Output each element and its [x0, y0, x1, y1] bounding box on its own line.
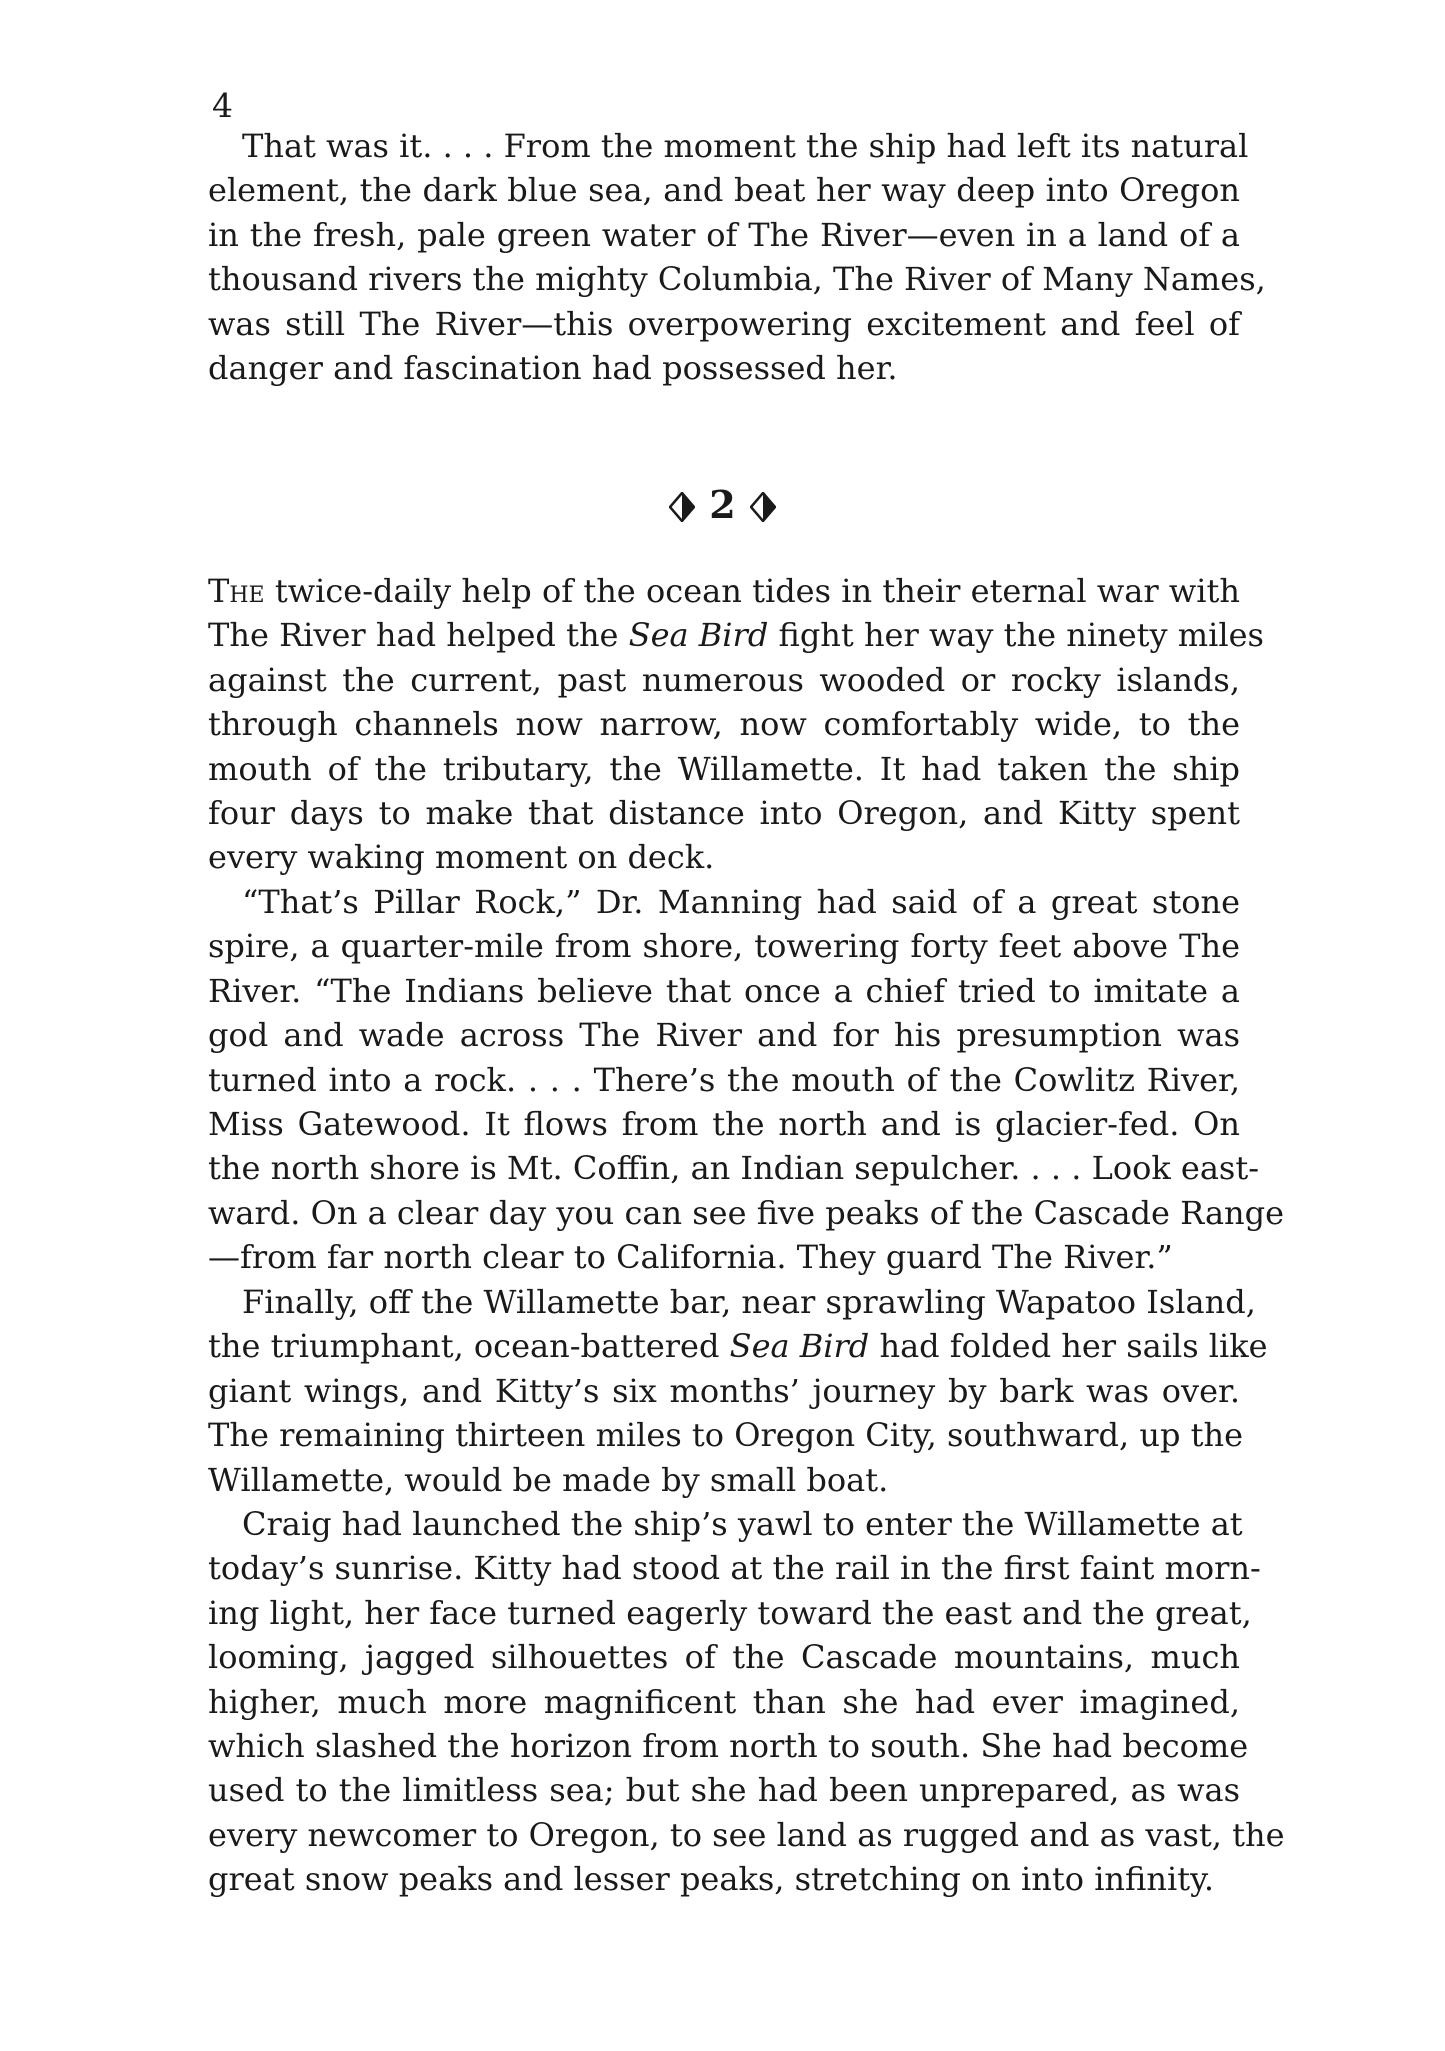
text-line: in the fresh, pale green water of The River—even in a land of a	[208, 215, 1240, 254]
small-caps-lead: The	[208, 572, 265, 610]
text-line: ing light, her face turned eagerly toward the east and the great,	[208, 1593, 1252, 1632]
text-line: today’s sunrise. Kitty had stood at the rail in the first faint morn-	[208, 1549, 1261, 1588]
text-line: —from far north clear to California. They guard The River.”	[208, 1238, 1173, 1277]
text-line: four days to make that distance into Oregon, and Kitty spent	[208, 794, 1240, 833]
text-line: Miss Gatewood. It flows from the north and is glacier-fed. On	[208, 1105, 1240, 1144]
text-fragment: twice-daily help of the ocean tides in their eternal war with	[264, 572, 1240, 610]
text-line: against the current, past numerous wooded or rocky islands,	[208, 660, 1240, 699]
text-line: great snow peaks and lesser peaks, stretching on into infinity.	[208, 1860, 1215, 1899]
text-line: thousand rivers the mighty Columbia, The River of Many Names,	[208, 260, 1266, 299]
text-line: That was it. . . . From the moment the ship had left its natural	[242, 127, 1249, 165]
text-line: spire, a quarter-mile from shore, towering forty feet above The	[208, 927, 1240, 966]
text-line: danger and fascination had possessed her.	[208, 349, 898, 388]
paragraph-3	[208, 880, 1285, 1280]
paragraph-5	[208, 1502, 1285, 1902]
text-line: Craig had launched the ship’s yawl to enter the Willamette at	[242, 1505, 1243, 1543]
paragraph-2	[208, 569, 1264, 880]
text-line: the north shore is Mt. Coffin, an Indian sepulcher. . . . Look east-	[208, 1149, 1260, 1188]
text-line: The remaining thirteen miles to Oregon City, southward, up the	[208, 1416, 1243, 1455]
text-line: element, the dark blue sea, and beat her way deep into Oregon	[208, 171, 1240, 210]
paragraph-1	[208, 124, 1266, 390]
section-break-ornament	[0, 483, 1445, 531]
paragraph-4	[208, 1280, 1268, 1502]
text-line	[208, 569, 1240, 613]
diamond-ornament-icon	[669, 487, 695, 531]
text-fragment: had folded her sails like	[869, 1327, 1268, 1366]
text-fragment: fight her way the ninety miles	[768, 616, 1264, 655]
text-line: Finally, off the Willamette bar, near sprawling Wapatoo Island,	[242, 1283, 1256, 1321]
text-line: which slashed the horizon from north to south. She had become	[208, 1727, 1249, 1766]
ship-name-italic: Sea Bird	[729, 1327, 870, 1366]
text-line: god and wade across The River and for his presumption was	[208, 1016, 1240, 1055]
text-line	[208, 1324, 1268, 1368]
page-number: 4	[212, 86, 233, 125]
text-line: used to the limitless sea; but she had been unprepared, as was	[208, 1771, 1240, 1810]
text-line: looming, jagged silhouettes of the Cascade mountains, much	[208, 1638, 1240, 1677]
text-line: Willamette, would be made by small boat.	[208, 1460, 889, 1499]
ship-name-italic: Sea Bird	[628, 616, 769, 655]
text-fragment: the triumphant, ocean-battered	[208, 1327, 730, 1366]
text-fragment: The River had helped the	[208, 616, 629, 655]
text-line	[208, 613, 1264, 657]
section-number: 2	[709, 482, 736, 527]
text-line: turned into a rock. . . . There’s the mouth of the Cowlitz River,	[208, 1060, 1240, 1099]
text-line: every newcomer to Oregon, to see land as rugged and as vast, the	[208, 1815, 1285, 1854]
text-line: giant wings, and Kitty’s six months’ journey by bark was over.	[208, 1371, 1240, 1410]
text-line: “That’s Pillar Rock,” Dr. Manning had said of a great stone	[242, 883, 1240, 921]
diamond-ornament-icon	[750, 487, 776, 531]
text-line: through channels now narrow, now comfortably wide, to the	[208, 705, 1240, 744]
text-line: higher, much more magnificent than she had ever imagined,	[208, 1682, 1240, 1721]
text-line: ward. On a clear day you can see five peaks of the Cascade Range	[208, 1193, 1285, 1232]
text-line: River. “The Indians believe that once a chief tried to imitate a	[208, 971, 1240, 1010]
text-line: was still The River—this overpowering excitement and feel of	[208, 304, 1240, 343]
text-line: every waking moment on deck.	[208, 838, 715, 877]
text-line: mouth of the tributary, the Willamette. It had taken the ship	[208, 749, 1240, 788]
